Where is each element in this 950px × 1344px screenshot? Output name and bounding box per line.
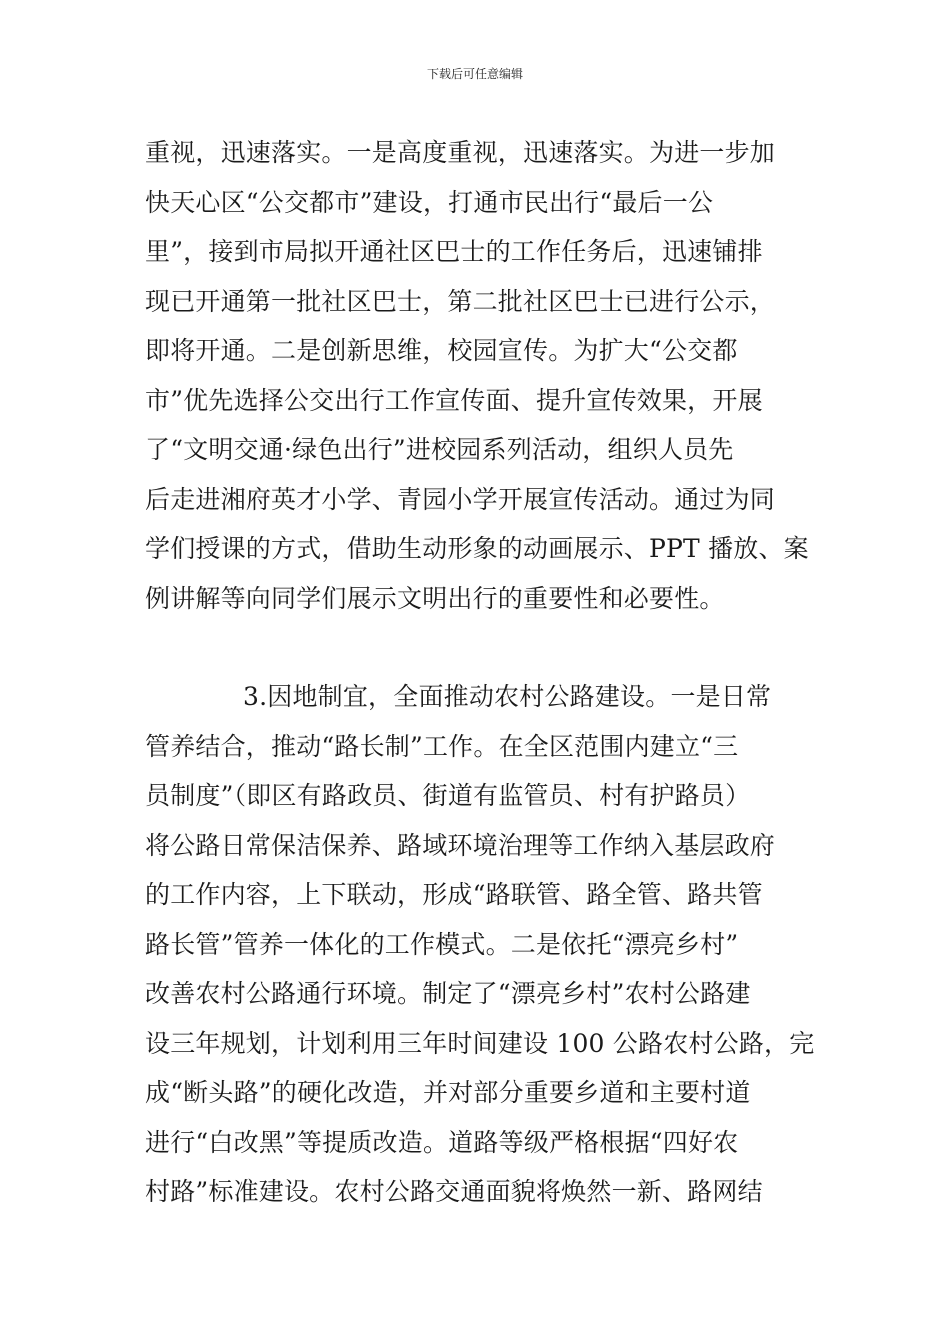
text-line: 重视，迅速落实。一是高度重视，迅速落实。为进一步加 — [145, 138, 776, 167]
text-line: 快天心区“公交都市”建设，打通市民出行“最后一公 — [145, 187, 714, 217]
text-line: 成“断头路”的硬化改造，并对部分重要乡道和主要村道 — [145, 1078, 751, 1107]
text-line: 后走进湘府英才小学、青园小学开展宣传活动。通过为同 — [145, 484, 776, 514]
text-line: 现已开通第一批社区巴士，第二批社区巴士已进行公示， — [145, 286, 776, 316]
text-line: 3.因地制宜，全面推动农村公路建设。一是日常 — [243, 682, 772, 711]
text-line: 学们授课的方式，借助生动形象的动画展示、PPT 播放、案 — [145, 534, 809, 563]
page-header: 下载后可任意编辑 — [426, 67, 523, 81]
text-line: 将公路日常保洁保养、路域环境治理等工作纳入基层政府 — [145, 830, 776, 860]
text-line: 改善农村公路通行环境。制定了“漂亮乡村”农村公路建 — [145, 979, 751, 1008]
text-line: 例讲解等向同学们展示文明出行的重要性和必要性。 — [145, 583, 725, 613]
text-line: 村路”标准建设。农村公路交通面貌将焕然一新、路网结 — [145, 1177, 763, 1206]
paragraph-1 — [145, 128, 810, 623]
text-line: 路长管”管养一体化的工作模式。二是依托“漂亮乡村” — [145, 929, 739, 959]
text-line: 员制度”（即区有路政员、街道有监管员、村有护路员） — [145, 781, 751, 810]
text-line: 设三年规划，计划利用三年时间建设 100 公路农村公路，完 — [145, 1028, 815, 1058]
text-line: 即将开通。二是创新思维，校园宣传。为扩大“公交都 — [145, 336, 738, 365]
text-line: 里”，接到市局拟开通社区巴士的工作任务后，迅速铺排 — [145, 237, 763, 266]
text-line: 了“文明交通·绿色出行”进校园系列活动，组织人员先 — [145, 435, 734, 464]
text-line: 管养结合，推动“路长制”工作。在全区范围内建立“三 — [145, 731, 739, 761]
paragraph-2 — [145, 672, 815, 1217]
text-line: 市”优先选择公交出行工作宣传面、提升宣传效果，开展 — [145, 385, 763, 415]
text-line: 进行“白改黑”等提质改造。道路等级严格根据“四好农 — [145, 1127, 739, 1157]
text-line: 的工作内容，上下联动，形成“路联管、路全管、路共管 — [145, 880, 763, 909]
